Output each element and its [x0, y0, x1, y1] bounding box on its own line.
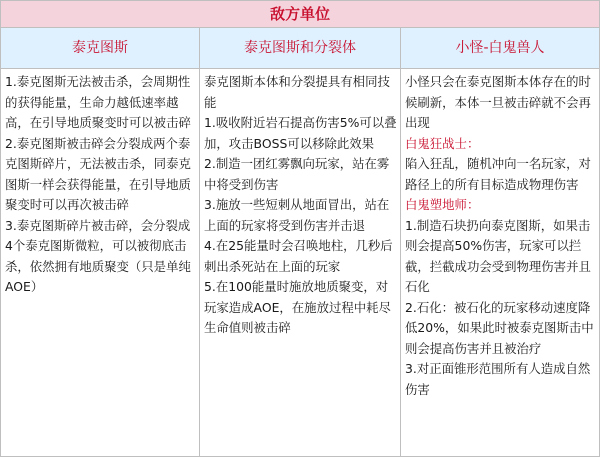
shards-intro: 泰克图斯本体和分裂提具有相同技能 [204, 74, 390, 110]
tectus-point-2: 2.泰克图斯被击碎会分裂成两个泰克图斯碎片，无法被击杀，同泰克图斯一样会获得能量，在引导地质聚变时可以再次被击碎 [5, 135, 191, 212]
berserker-text: 陷入狂乱，随机冲向一名玩家，对路径上的所有目标造成物理伤害 [405, 156, 591, 192]
tectus-point-3: 3.泰克图斯碎片被击碎，会分裂成4个泰克图斯微粒，可以被彻底击杀，依然拥有地质聚变（只是单纯AOE） [5, 217, 191, 294]
shards-skill-3: 3.施放一些短刺从地面冒出，站在上面的玩家将受到伤害并击退 [204, 197, 390, 233]
header-adds-ogres: 小怪-白鬼兽人 [455, 40, 545, 56]
earthshaper-skill-1: 1.制造石块扔向泰克图斯，如果击则会提高50%伤害，玩家可以拦截，拦截成功会受到物理伤害并且石化 [405, 217, 591, 294]
content-row [1, 69, 599, 456]
tectus-column [1, 69, 200, 456]
header-row [1, 28, 599, 69]
table-title: 敌方单位 [1, 1, 599, 28]
tectus-point-1: 1.泰克图斯无法被击杀，会周期性的获得能量，生命力越低速率越高，在引导地质聚变时可以被击碎 [5, 74, 191, 130]
earthshaper-skill-2: 2.石化：被石化的玩家移动速度降低20%，如果此时被泰克图斯击中则会提高伤害并且被治疗 [405, 299, 594, 356]
shards-skill-1: 1.吸收附近岩石提高伤害5%可以叠加，攻击BOSS可以移除此效果 [204, 115, 397, 151]
berserker-label: 白鬼狂战士： [405, 135, 480, 151]
header-tectus: 泰克图斯 [1, 28, 200, 68]
earthshaper-label: 白鬼塑地师： [405, 197, 480, 212]
header-tectus-and-shards: 泰克图斯和分裂体 [200, 28, 401, 68]
shards-skill-2: 2.制造一团红雾飘向玩家，站在雾中将受到伤害 [204, 156, 390, 192]
earthshaper-skill-3: 3.对正面锥形范围所有人造成自然伤害 [405, 361, 591, 397]
adds-intro: 小怪只会在泰克图斯本体存在的时候刷新，本体一旦被击碎就不会再出现 [405, 74, 591, 130]
adds-column [401, 69, 599, 456]
shards-skill-4: 4.在25能量时会召唤地柱，几秒后刺出杀死站在上面的玩家 [204, 238, 393, 274]
shards-skill-5: 5.在100能量时施放地质聚变，对玩家造成AOE，在施放过程中耗尽生命值则被击碎 [204, 279, 391, 335]
shards-column [200, 69, 401, 456]
